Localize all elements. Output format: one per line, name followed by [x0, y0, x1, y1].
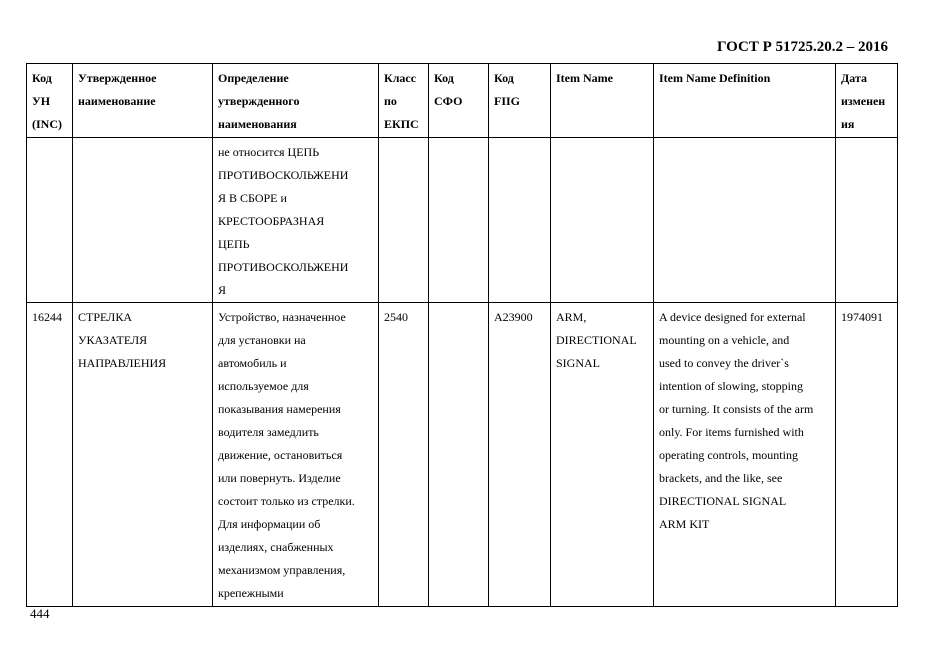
- cell-fiig-code: [489, 138, 551, 303]
- header-sfo-code: Код СФО: [429, 64, 489, 138]
- header-change-date: Дата изменен ия: [836, 64, 898, 138]
- cell-definition: Устройство, назначенное для установки на автомобиль и используемое для показывания намерения водителя замедлить движение, остановиться или повернуть. Изделие состоит только из стрелки. Для информации об изделиях, снабженных механизмом управления, крепежными: [213, 303, 379, 607]
- cell-inc: [27, 138, 73, 303]
- table-row: [27, 138, 898, 303]
- cell-definition: не относится ЦЕПЬ ПРОТИВОСКОЛЬЖЕНИ Я В СБОРЕ и КРЕСТООБРАЗНАЯ ЦЕПЬ ПРОТИВОСКОЛЬЖЕНИ Я: [213, 138, 379, 303]
- header-item-name: Item Name: [551, 64, 654, 138]
- header-definition: Определение утвержденного наименования: [213, 64, 379, 138]
- header-inc: Код УН (INC): [27, 64, 73, 138]
- cell-ekps-class: 2540: [379, 303, 429, 607]
- cell-ekps-class: [379, 138, 429, 303]
- header-ekps-class: Класс по ЕКПС: [379, 64, 429, 138]
- cell-item-name-definition: [654, 138, 836, 303]
- cell-approved-name: СТРЕЛКА УКАЗАТЕЛЯ НАПРАВЛЕНИЯ: [73, 303, 213, 607]
- cell-fiig-code: A23900: [489, 303, 551, 607]
- cell-sfo-code: [429, 303, 489, 607]
- header-row: [27, 64, 898, 138]
- cell-sfo-code: [429, 138, 489, 303]
- cell-inc: 16244: [27, 303, 73, 607]
- header-approved-name: Утвержденное наименование: [73, 64, 213, 138]
- cell-item-name: [551, 138, 654, 303]
- cell-item-name: ARM, DIRECTIONAL SIGNAL: [551, 303, 654, 607]
- page-number: 444: [30, 606, 50, 621]
- catalog-table: [26, 63, 898, 607]
- document-standard-number: ГОСТ Р 51725.20.2 – 2016: [716, 39, 888, 55]
- header-fiig-code: Код FIIG: [489, 64, 551, 138]
- cell-change-date: [836, 138, 898, 303]
- cell-change-date: 1974091: [836, 303, 898, 607]
- header-item-name-definition: Item Name Definition: [654, 64, 836, 138]
- cell-item-name-definition: A device designed for external mounting on a vehicle, and used to convey the driver`s intention of slowing, stopping or turning. It consists of the arm only. For items furnished with operating controls, mounting brackets, and the like, see DIRECTIONAL SIGNAL ARM KIT: [654, 303, 836, 607]
- table-row: [27, 303, 898, 607]
- cell-approved-name: [73, 138, 213, 303]
